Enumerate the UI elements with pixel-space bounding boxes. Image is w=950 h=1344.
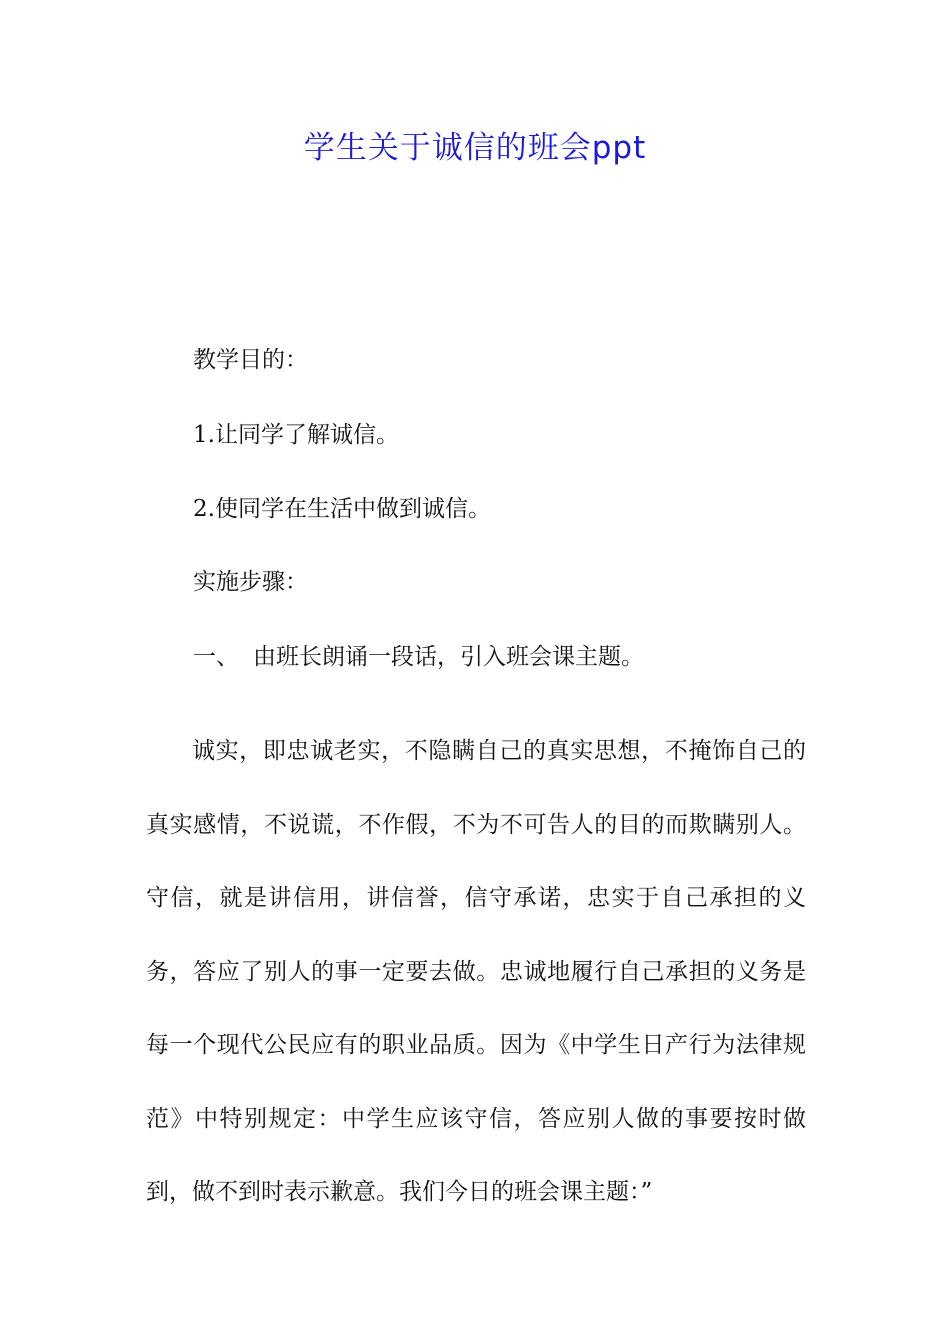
step-one-text: 由班长朗诵一段话，引入班会课主题。 bbox=[253, 644, 644, 670]
body-paragraph: 诚实，即忠诚老实，不隐瞒自己的真实思想，不掩饰自己的真实感情，不说谎，不作假，不为不可告人的目的而欺瞒别人。守信，就是讲信用，讲信誉，信守承诺，忠实于自己承担的义务，答应了别人的事一定要去做。忠诚地履行自己承担的义务是每一个现代公民应有的职业品质。因为《中学生日产行为法律规范》中特别规定：中学生应该守信，答应别人做的事要按时做到，做不到时表示歉意。我们今日的班会课主题：” bbox=[146, 738, 806, 1205]
step-one bbox=[193, 642, 644, 672]
steps-heading: 实施步骤： bbox=[193, 569, 308, 595]
step-one-label: 一、 bbox=[193, 644, 239, 670]
objective-heading: 教学目的： bbox=[193, 347, 308, 373]
objective-item-2: 2.使同学在生活中做到诚信。 bbox=[193, 496, 491, 522]
document-title: 学生关于诚信的班会ppt bbox=[303, 130, 647, 166]
objective-item-1: 1.让同学了解诚信。 bbox=[193, 422, 399, 448]
